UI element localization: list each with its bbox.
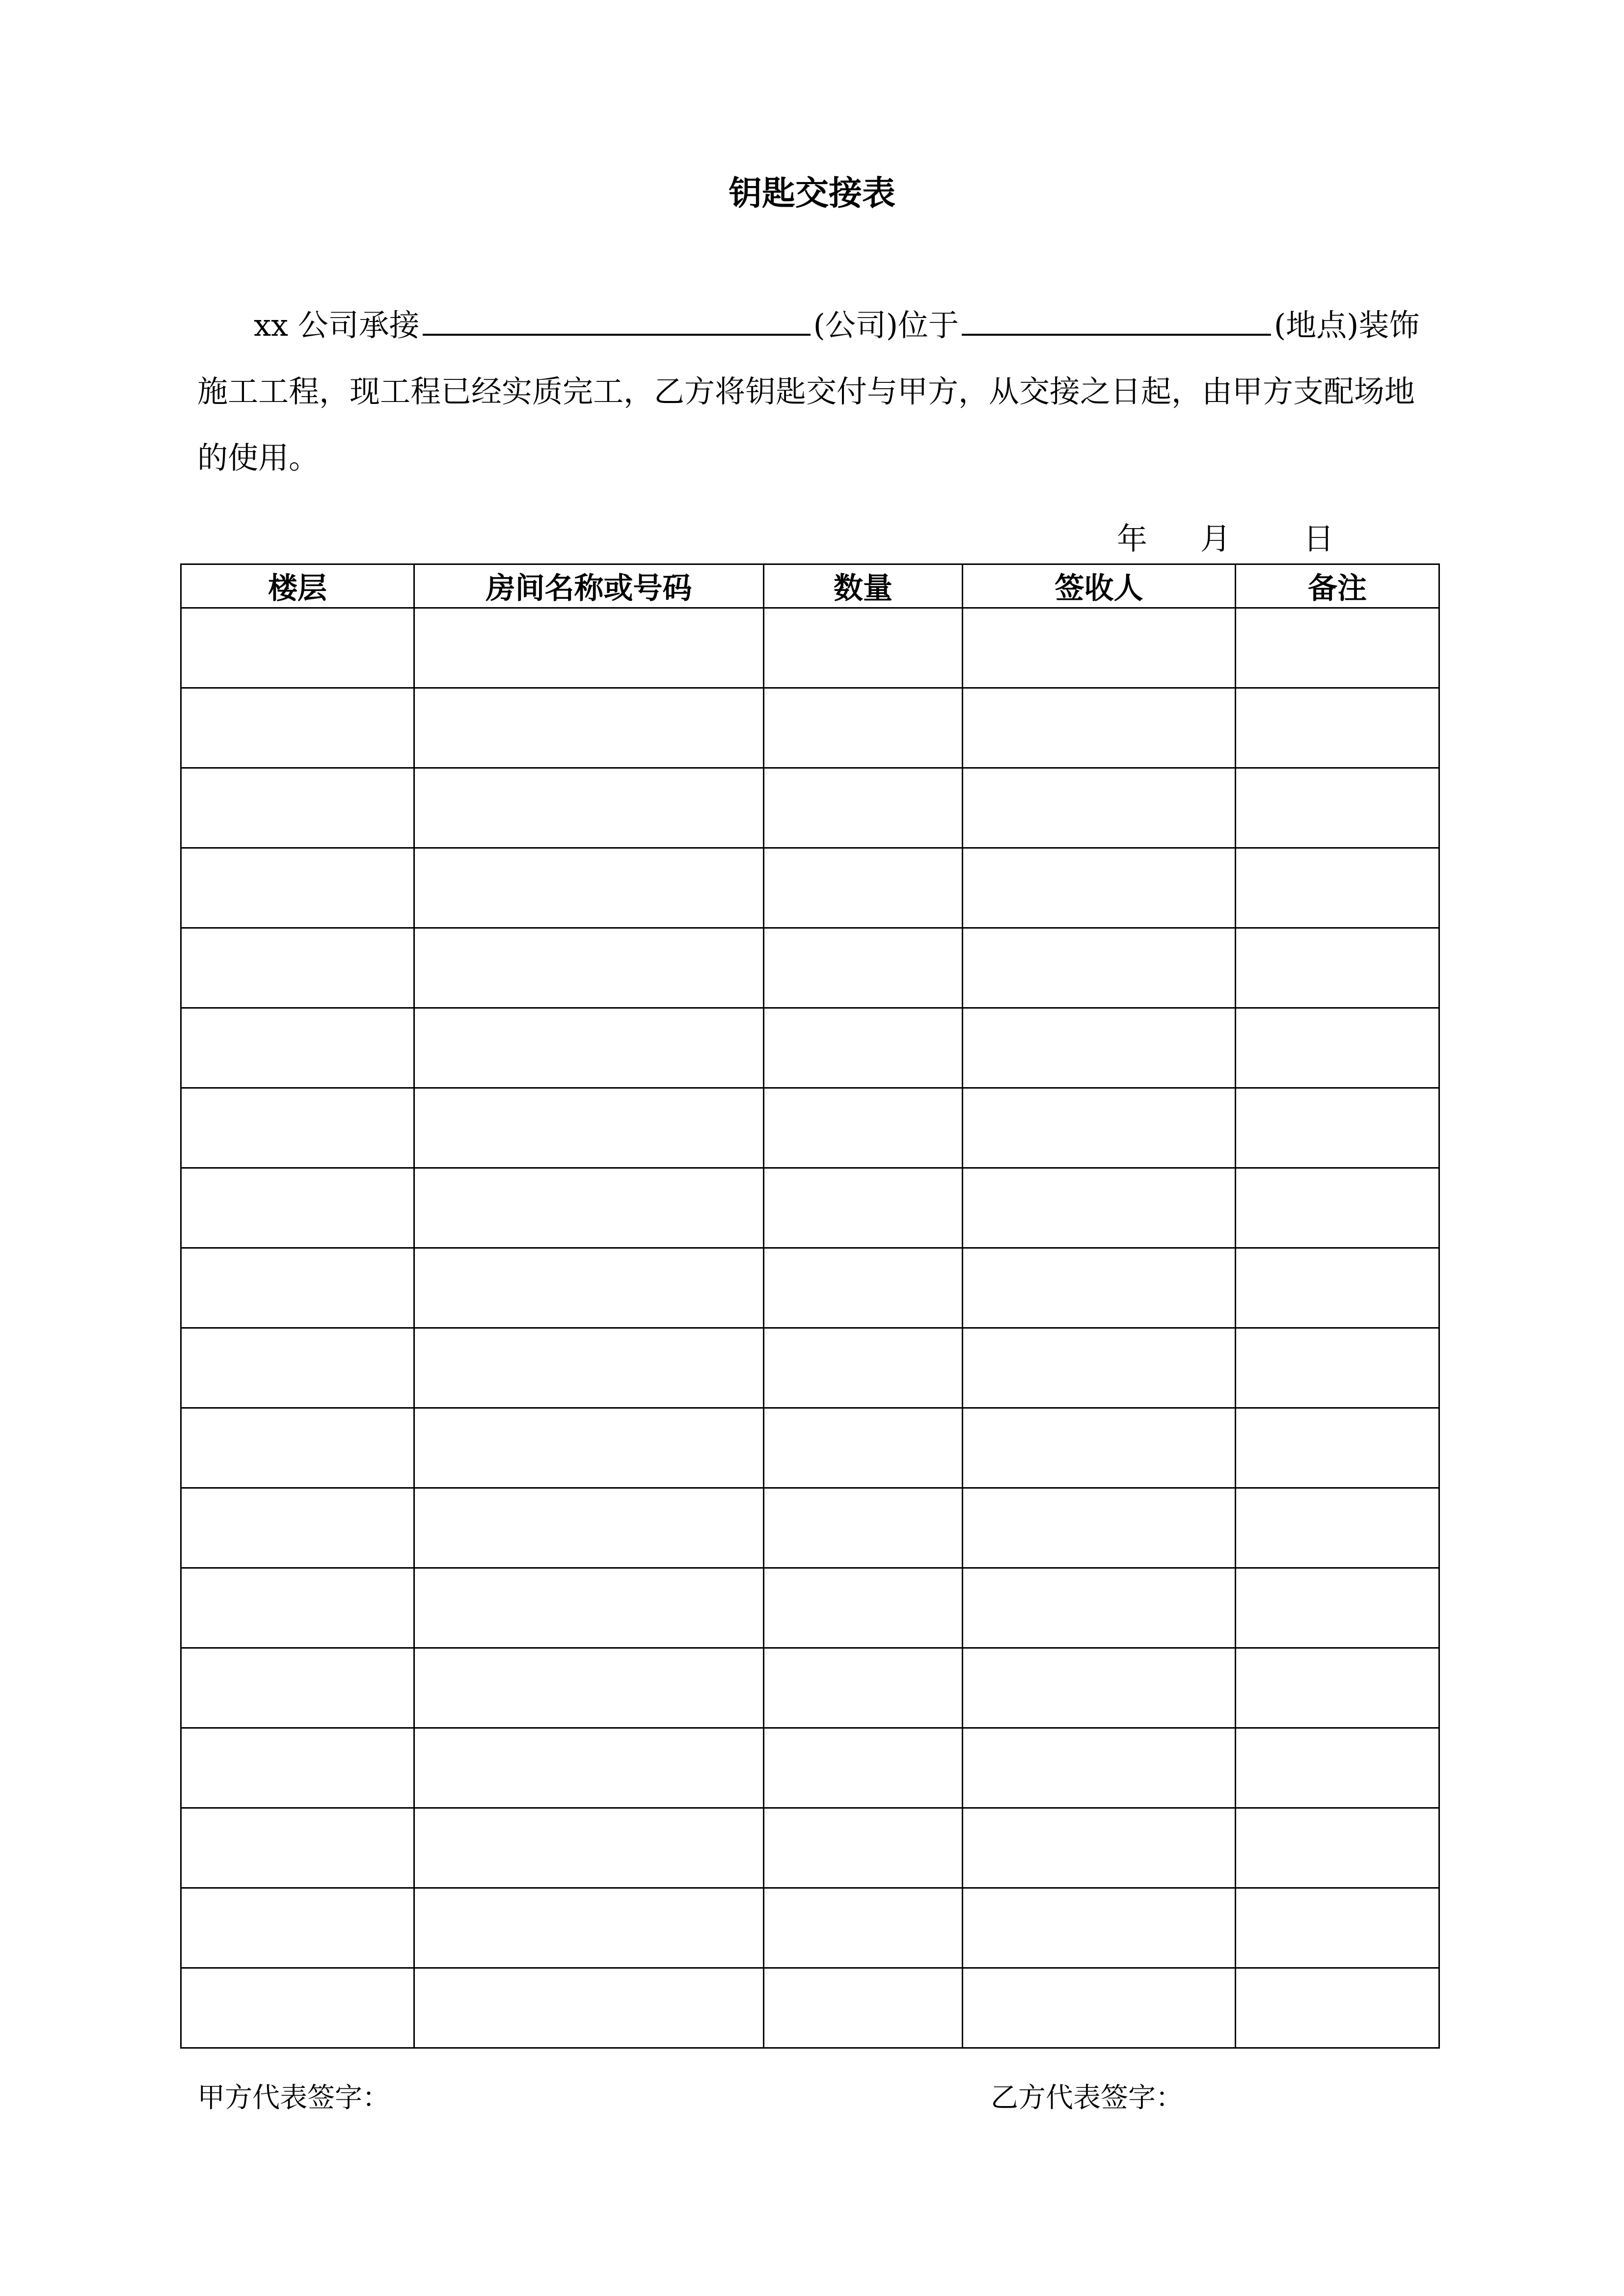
table-row xyxy=(181,1648,1439,1728)
cell-remarks[interactable] xyxy=(1236,848,1439,928)
cell-signee[interactable] xyxy=(963,1968,1236,2048)
cell-room-name[interactable] xyxy=(414,1168,764,1248)
company-blank-line[interactable] xyxy=(423,299,811,336)
cell-remarks[interactable] xyxy=(1236,768,1439,848)
header-remarks: 备注 xyxy=(1236,564,1439,608)
table-row xyxy=(181,848,1439,928)
cell-signee[interactable] xyxy=(963,1088,1236,1168)
cell-quantity[interactable] xyxy=(764,1008,963,1088)
cell-floor[interactable] xyxy=(181,1168,414,1248)
cell-remarks[interactable] xyxy=(1236,1568,1439,1648)
cell-signee[interactable] xyxy=(963,1248,1236,1328)
cell-floor[interactable] xyxy=(181,1968,414,2048)
table-row xyxy=(181,1728,1439,1808)
table-row xyxy=(181,1088,1439,1168)
intro-paragraph xyxy=(197,292,1430,491)
party-a-signature: 甲方代表签字： xyxy=(197,2082,390,2114)
cell-quantity[interactable] xyxy=(764,1248,963,1328)
header-room-name: 房间名称或号码 xyxy=(414,564,764,608)
cell-signee[interactable] xyxy=(963,848,1236,928)
cell-signee[interactable] xyxy=(963,1648,1236,1728)
cell-signee[interactable] xyxy=(963,1408,1236,1488)
party-b-signature: 乙方代表签字： xyxy=(991,2082,1183,2114)
cell-signee[interactable] xyxy=(963,688,1236,768)
cell-remarks[interactable] xyxy=(1236,1168,1439,1248)
cell-signee[interactable] xyxy=(963,1888,1236,1968)
cell-quantity[interactable] xyxy=(764,1728,963,1808)
cell-remarks[interactable] xyxy=(1236,1968,1439,2048)
cell-quantity[interactable] xyxy=(764,1568,963,1648)
cell-floor[interactable] xyxy=(181,1488,414,1568)
date-month-label: 月 xyxy=(1200,521,1231,557)
cell-floor[interactable] xyxy=(181,1008,414,1088)
cell-remarks[interactable] xyxy=(1236,1248,1439,1328)
cell-room-name[interactable] xyxy=(414,1888,764,1968)
table-header-row xyxy=(181,564,1439,608)
cell-room-name[interactable] xyxy=(414,1008,764,1088)
cell-room-name[interactable] xyxy=(414,928,764,1008)
cell-floor[interactable] xyxy=(181,1888,414,1968)
table-row xyxy=(181,1968,1439,2048)
table-row xyxy=(181,928,1439,1008)
cell-remarks[interactable] xyxy=(1236,608,1439,688)
cell-room-name[interactable] xyxy=(414,1488,764,1568)
cell-quantity[interactable] xyxy=(764,1488,963,1568)
cell-room-name[interactable] xyxy=(414,1728,764,1808)
cell-floor[interactable] xyxy=(181,928,414,1008)
table-row xyxy=(181,1808,1439,1888)
table-row xyxy=(181,608,1439,688)
cell-signee[interactable] xyxy=(963,1808,1236,1888)
cell-floor[interactable] xyxy=(181,1808,414,1888)
cell-room-name[interactable] xyxy=(414,1968,764,2048)
cell-floor[interactable] xyxy=(181,1728,414,1808)
cell-floor[interactable] xyxy=(181,768,414,848)
cell-signee[interactable] xyxy=(963,1488,1236,1568)
cell-remarks[interactable] xyxy=(1236,688,1439,768)
table-row xyxy=(181,1248,1439,1328)
cell-signee[interactable] xyxy=(963,608,1236,688)
cell-quantity[interactable] xyxy=(764,768,963,848)
cell-quantity[interactable] xyxy=(764,1888,963,1968)
cell-signee[interactable] xyxy=(963,1568,1236,1648)
cell-quantity[interactable] xyxy=(764,1648,963,1728)
cell-quantity[interactable] xyxy=(764,1088,963,1168)
intro-text-location: (公司)位于 xyxy=(813,307,959,343)
table-row xyxy=(181,1488,1439,1568)
cell-room-name[interactable] xyxy=(414,608,764,688)
cell-remarks[interactable] xyxy=(1236,1728,1439,1808)
cell-room-name[interactable] xyxy=(414,1328,764,1408)
header-quantity: 数量 xyxy=(764,564,963,608)
cell-quantity[interactable] xyxy=(764,928,963,1008)
cell-signee[interactable] xyxy=(963,1168,1236,1248)
cell-room-name[interactable] xyxy=(414,1408,764,1488)
cell-floor[interactable] xyxy=(181,1248,414,1328)
cell-remarks[interactable] xyxy=(1236,1008,1439,1088)
header-signee: 签收人 xyxy=(963,564,1236,608)
cell-quantity[interactable] xyxy=(764,1808,963,1888)
cell-remarks[interactable] xyxy=(1236,1888,1439,1968)
cell-floor[interactable] xyxy=(181,1648,414,1728)
table-row xyxy=(181,768,1439,848)
cell-remarks[interactable] xyxy=(1236,1408,1439,1488)
cell-floor[interactable] xyxy=(181,608,414,688)
cell-remarks[interactable] xyxy=(1236,1488,1439,1568)
cell-floor[interactable] xyxy=(181,1568,414,1648)
key-handover-table xyxy=(180,563,1440,2049)
cell-remarks[interactable] xyxy=(1236,928,1439,1008)
cell-remarks[interactable] xyxy=(1236,1808,1439,1888)
cell-floor[interactable] xyxy=(181,1408,414,1488)
table-row xyxy=(181,1888,1439,1968)
cell-floor[interactable] xyxy=(181,1328,414,1408)
table-row xyxy=(181,1568,1439,1648)
cell-quantity[interactable] xyxy=(764,1968,963,2048)
table-row xyxy=(181,1408,1439,1488)
cell-room-name[interactable] xyxy=(414,768,764,848)
cell-remarks[interactable] xyxy=(1236,1328,1439,1408)
cell-quantity[interactable] xyxy=(764,848,963,928)
page-title: 钥匙交接表 xyxy=(728,174,895,213)
cell-floor[interactable] xyxy=(181,688,414,768)
cell-quantity[interactable] xyxy=(764,688,963,768)
cell-room-name[interactable] xyxy=(414,688,764,768)
cell-quantity[interactable] xyxy=(764,1168,963,1248)
cell-signee[interactable] xyxy=(963,1008,1236,1088)
cell-signee[interactable] xyxy=(963,1328,1236,1408)
header-floor: 楼层 xyxy=(181,564,414,608)
cell-floor[interactable] xyxy=(181,848,414,928)
date-day-label: 日 xyxy=(1303,521,1334,557)
cell-quantity[interactable] xyxy=(764,1408,963,1488)
location-blank-line[interactable] xyxy=(962,299,1271,336)
cell-room-name[interactable] xyxy=(414,1808,764,1888)
table-row xyxy=(181,1328,1439,1408)
cell-signee[interactable] xyxy=(963,928,1236,1008)
cell-floor[interactable] xyxy=(181,1088,414,1168)
cell-room-name[interactable] xyxy=(414,1088,764,1168)
cell-signee[interactable] xyxy=(963,1728,1236,1808)
cell-room-name[interactable] xyxy=(414,1568,764,1648)
cell-quantity[interactable] xyxy=(764,1328,963,1408)
cell-remarks[interactable] xyxy=(1236,1088,1439,1168)
intro-text-body: (地点)装饰施工工程，现工程已经实质完工，乙方将钥匙交付与甲方，从交接之日起，由甲方支配场地的使用。 xyxy=(197,307,1420,476)
intro-text-company: xx 公司承接 xyxy=(254,307,420,343)
cell-quantity[interactable] xyxy=(764,608,963,688)
table-body xyxy=(181,608,1439,2048)
cell-room-name[interactable] xyxy=(414,848,764,928)
date-year-label: 年 xyxy=(1117,521,1148,557)
cell-room-name[interactable] xyxy=(414,1648,764,1728)
cell-signee[interactable] xyxy=(963,768,1236,848)
table-row xyxy=(181,1008,1439,1088)
cell-room-name[interactable] xyxy=(414,1248,764,1328)
table-row xyxy=(181,1168,1439,1248)
cell-remarks[interactable] xyxy=(1236,1648,1439,1728)
table-row xyxy=(181,688,1439,768)
